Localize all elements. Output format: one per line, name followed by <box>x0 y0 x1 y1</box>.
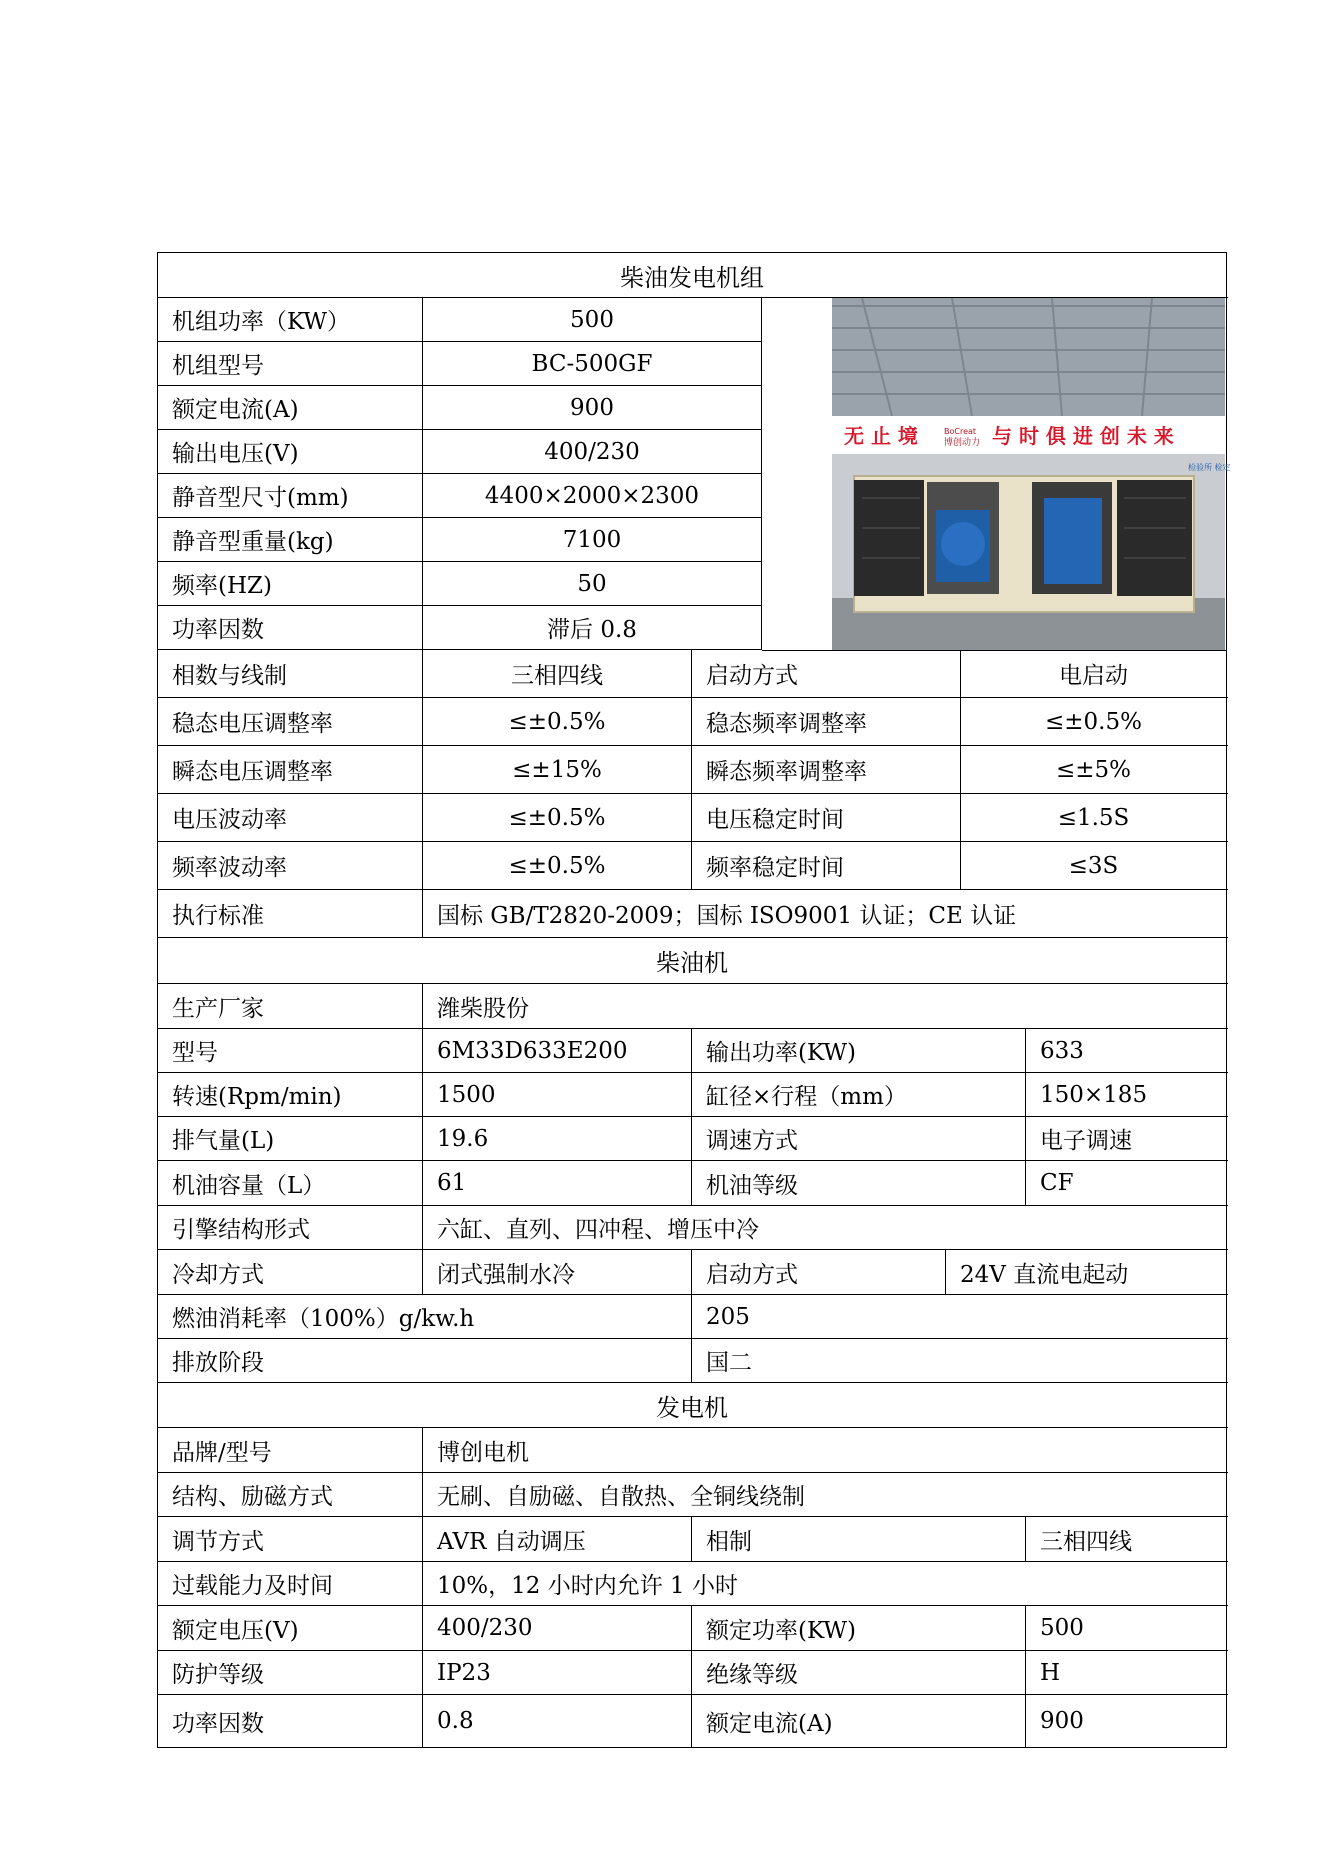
table-row <box>158 1517 1228 1562</box>
spec-label: 静音型尺寸(mm) <box>158 474 423 517</box>
spec-value: ≤±15% <box>423 746 692 793</box>
spec-label: 启动方式 <box>692 1250 946 1294</box>
spec-value: 潍柴股份 <box>437 995 529 1022</box>
table-row <box>158 1295 1228 1339</box>
spec-label: 稳态频率调整率 <box>692 698 961 745</box>
spec-value: 六缸、直列、四冲程、增压中冷 <box>437 1217 759 1243</box>
table-row <box>158 518 762 562</box>
spec-value: 50 <box>423 562 762 605</box>
spec-label: 额定电流(A) <box>692 1695 1026 1747</box>
generator-photo <box>762 298 1231 650</box>
spec-value: AVR 自动调压 <box>423 1517 692 1561</box>
spec-label: 转速(Rpm/min) <box>158 1073 423 1116</box>
spec-value: 633 <box>1040 1037 1084 1064</box>
spec-label: 相数与线制 <box>158 650 423 697</box>
spec-label: 排气量(L) <box>158 1117 423 1160</box>
spec-label: 绝缘等级 <box>692 1651 1026 1694</box>
table-row <box>158 842 1228 890</box>
spec-value: H <box>1040 1659 1061 1686</box>
spec-label: 功率因数 <box>158 606 423 649</box>
spec-label: 瞬态电压调整率 <box>158 746 423 793</box>
spec-value: ≤3S <box>1068 852 1119 879</box>
spec-label: 调节方式 <box>158 1517 423 1561</box>
spec-value: ≤±0.5% <box>1045 708 1142 735</box>
banner-text-right: 与 时 俱 进 创 未 来 <box>992 424 1174 448</box>
spec-value: 7100 <box>423 518 762 561</box>
spec-value: IP23 <box>423 1651 692 1694</box>
table-row <box>158 650 1228 698</box>
banner-text-left: 无 止 境 <box>844 424 918 448</box>
spec-value: BC-500GF <box>423 342 762 385</box>
table-row <box>158 890 1228 938</box>
section-title-text: 柴油发电机组 <box>620 263 764 292</box>
spec-value: 205 <box>706 1303 750 1330</box>
spec-label: 启动方式 <box>692 650 961 697</box>
spec-value: 博创电机 <box>437 1439 529 1466</box>
table-row <box>158 1695 1228 1747</box>
spec-value: CF <box>1040 1170 1074 1196</box>
spec-label: 结构、励磁方式 <box>158 1473 423 1516</box>
spec-value: ≤±5% <box>1055 756 1132 783</box>
table-row <box>158 606 762 650</box>
table-row <box>158 474 762 518</box>
spec-value: 三相四线 <box>423 650 692 697</box>
spec-value: 24V 直流电起动 <box>960 1261 1129 1288</box>
spec-value: 19.6 <box>423 1117 692 1160</box>
table-row <box>158 1206 1228 1250</box>
spec-label: 输出电压(V) <box>158 430 423 473</box>
spec-label: 功率因数 <box>158 1695 423 1747</box>
table-row <box>158 1073 1228 1117</box>
generator-photo-image <box>762 298 1231 650</box>
section-title-engine <box>158 938 1228 984</box>
table-row <box>158 1428 1228 1473</box>
spec-value: 无刷、自励磁、自散热、全铜线绕制 <box>437 1484 805 1510</box>
spec-label: 机油容量（L） <box>158 1161 423 1205</box>
spec-value: 国标 GB/T2820-2009；国标 ISO9001 认证；CE 认证 <box>437 903 1017 929</box>
spec-label: 电压稳定时间 <box>692 794 961 841</box>
table-row <box>158 1606 1228 1651</box>
spec-label: 调速方式 <box>692 1117 1026 1160</box>
spec-value: 900 <box>1040 1708 1084 1734</box>
spec-value: 4400×2000×2300 <box>423 474 762 517</box>
table-row <box>158 298 762 342</box>
spec-table <box>157 252 1231 1748</box>
table-row <box>158 1473 1228 1517</box>
spec-value: 10%，12 小时内允许 1 小时 <box>437 1573 738 1599</box>
spec-value: 61 <box>423 1161 692 1205</box>
brand-en: BoCreat <box>944 427 977 436</box>
spec-label: 生产厂家 <box>158 984 423 1028</box>
table-row <box>158 794 1228 842</box>
spec-label: 机油等级 <box>692 1161 1026 1205</box>
spec-label: 频率(HZ) <box>158 562 423 605</box>
section-title-alternator <box>158 1383 1228 1428</box>
spec-value: 国二 <box>706 1350 752 1376</box>
spec-label: 品牌/型号 <box>158 1428 423 1472</box>
spec-label: 燃油消耗率（100%）g/kw.h <box>158 1295 692 1338</box>
table-row <box>158 342 762 386</box>
section-title-text: 发电机 <box>656 1393 728 1422</box>
spec-label: 机组功率（KW） <box>158 298 423 341</box>
spec-label: 频率波动率 <box>158 842 423 889</box>
spec-value: 1500 <box>423 1073 692 1116</box>
table-row <box>158 1117 1228 1161</box>
spec-label: 型号 <box>158 1029 423 1072</box>
spec-value: 0.8 <box>423 1695 692 1747</box>
table-row <box>158 1250 1228 1295</box>
section-title-text: 柴油机 <box>656 949 728 977</box>
spec-value: 电启动 <box>1059 663 1128 689</box>
spec-label: 瞬态频率调整率 <box>692 746 961 793</box>
spec-label: 输出功率(KW) <box>692 1029 1026 1072</box>
spec-label: 机组型号 <box>158 342 423 385</box>
table-row <box>158 386 762 430</box>
spec-label: 冷却方式 <box>158 1250 423 1294</box>
spec-value: 滞后 0.8 <box>423 606 762 649</box>
spec-value: 500 <box>423 298 762 341</box>
spec-label: 静音型重量(kg) <box>158 518 423 561</box>
table-row <box>158 984 1228 1029</box>
spec-value: 400/230 <box>423 430 762 473</box>
spec-label: 额定功率(KW) <box>692 1606 1026 1650</box>
table-row <box>158 1339 1228 1383</box>
spec-label: 额定电压(V) <box>158 1606 423 1650</box>
spec-value: ≤1.5S <box>1057 804 1130 831</box>
table-row <box>158 698 1228 746</box>
spec-value: ≤±0.5% <box>423 698 692 745</box>
wall-sign: 检验所 检定 <box>1188 463 1231 472</box>
spec-value: 三相四线 <box>1040 1528 1132 1555</box>
spec-value: 150×185 <box>1040 1081 1148 1108</box>
spec-label: 防护等级 <box>158 1651 423 1694</box>
spec-label: 频率稳定时间 <box>692 842 961 889</box>
spec-value: ≤±0.5% <box>423 794 692 841</box>
table-row <box>158 1651 1228 1695</box>
spec-label: 排放阶段 <box>158 1339 692 1382</box>
spec-label: 相制 <box>692 1517 1026 1561</box>
table-row <box>158 1029 1228 1073</box>
brand-cn: 博创动力 <box>944 438 981 448</box>
table-row <box>158 746 1228 794</box>
spec-value: 500 <box>1040 1615 1084 1641</box>
spec-label: 稳态电压调整率 <box>158 698 423 745</box>
spec-label: 引擎结构形式 <box>158 1206 423 1249</box>
spec-value: 900 <box>423 386 762 429</box>
table-row <box>158 1562 1228 1606</box>
spec-label: 过载能力及时间 <box>158 1562 423 1605</box>
spec-value: ≤±0.5% <box>423 842 692 889</box>
spec-label: 额定电流(A) <box>158 386 423 429</box>
spec-value: 6M33D633E200 <box>423 1029 692 1072</box>
spec-label: 电压波动率 <box>158 794 423 841</box>
spec-label: 缸径×行程（mm） <box>692 1073 1026 1116</box>
spec-value: 闭式强制水冷 <box>423 1250 692 1294</box>
table-row <box>158 562 762 606</box>
spec-value: 400/230 <box>423 1606 692 1650</box>
section-title-genset <box>158 253 1228 298</box>
spec-label: 执行标准 <box>158 890 423 937</box>
spec-value: 电子调速 <box>1040 1128 1132 1154</box>
table-row <box>158 1161 1228 1206</box>
table-row <box>158 430 762 474</box>
